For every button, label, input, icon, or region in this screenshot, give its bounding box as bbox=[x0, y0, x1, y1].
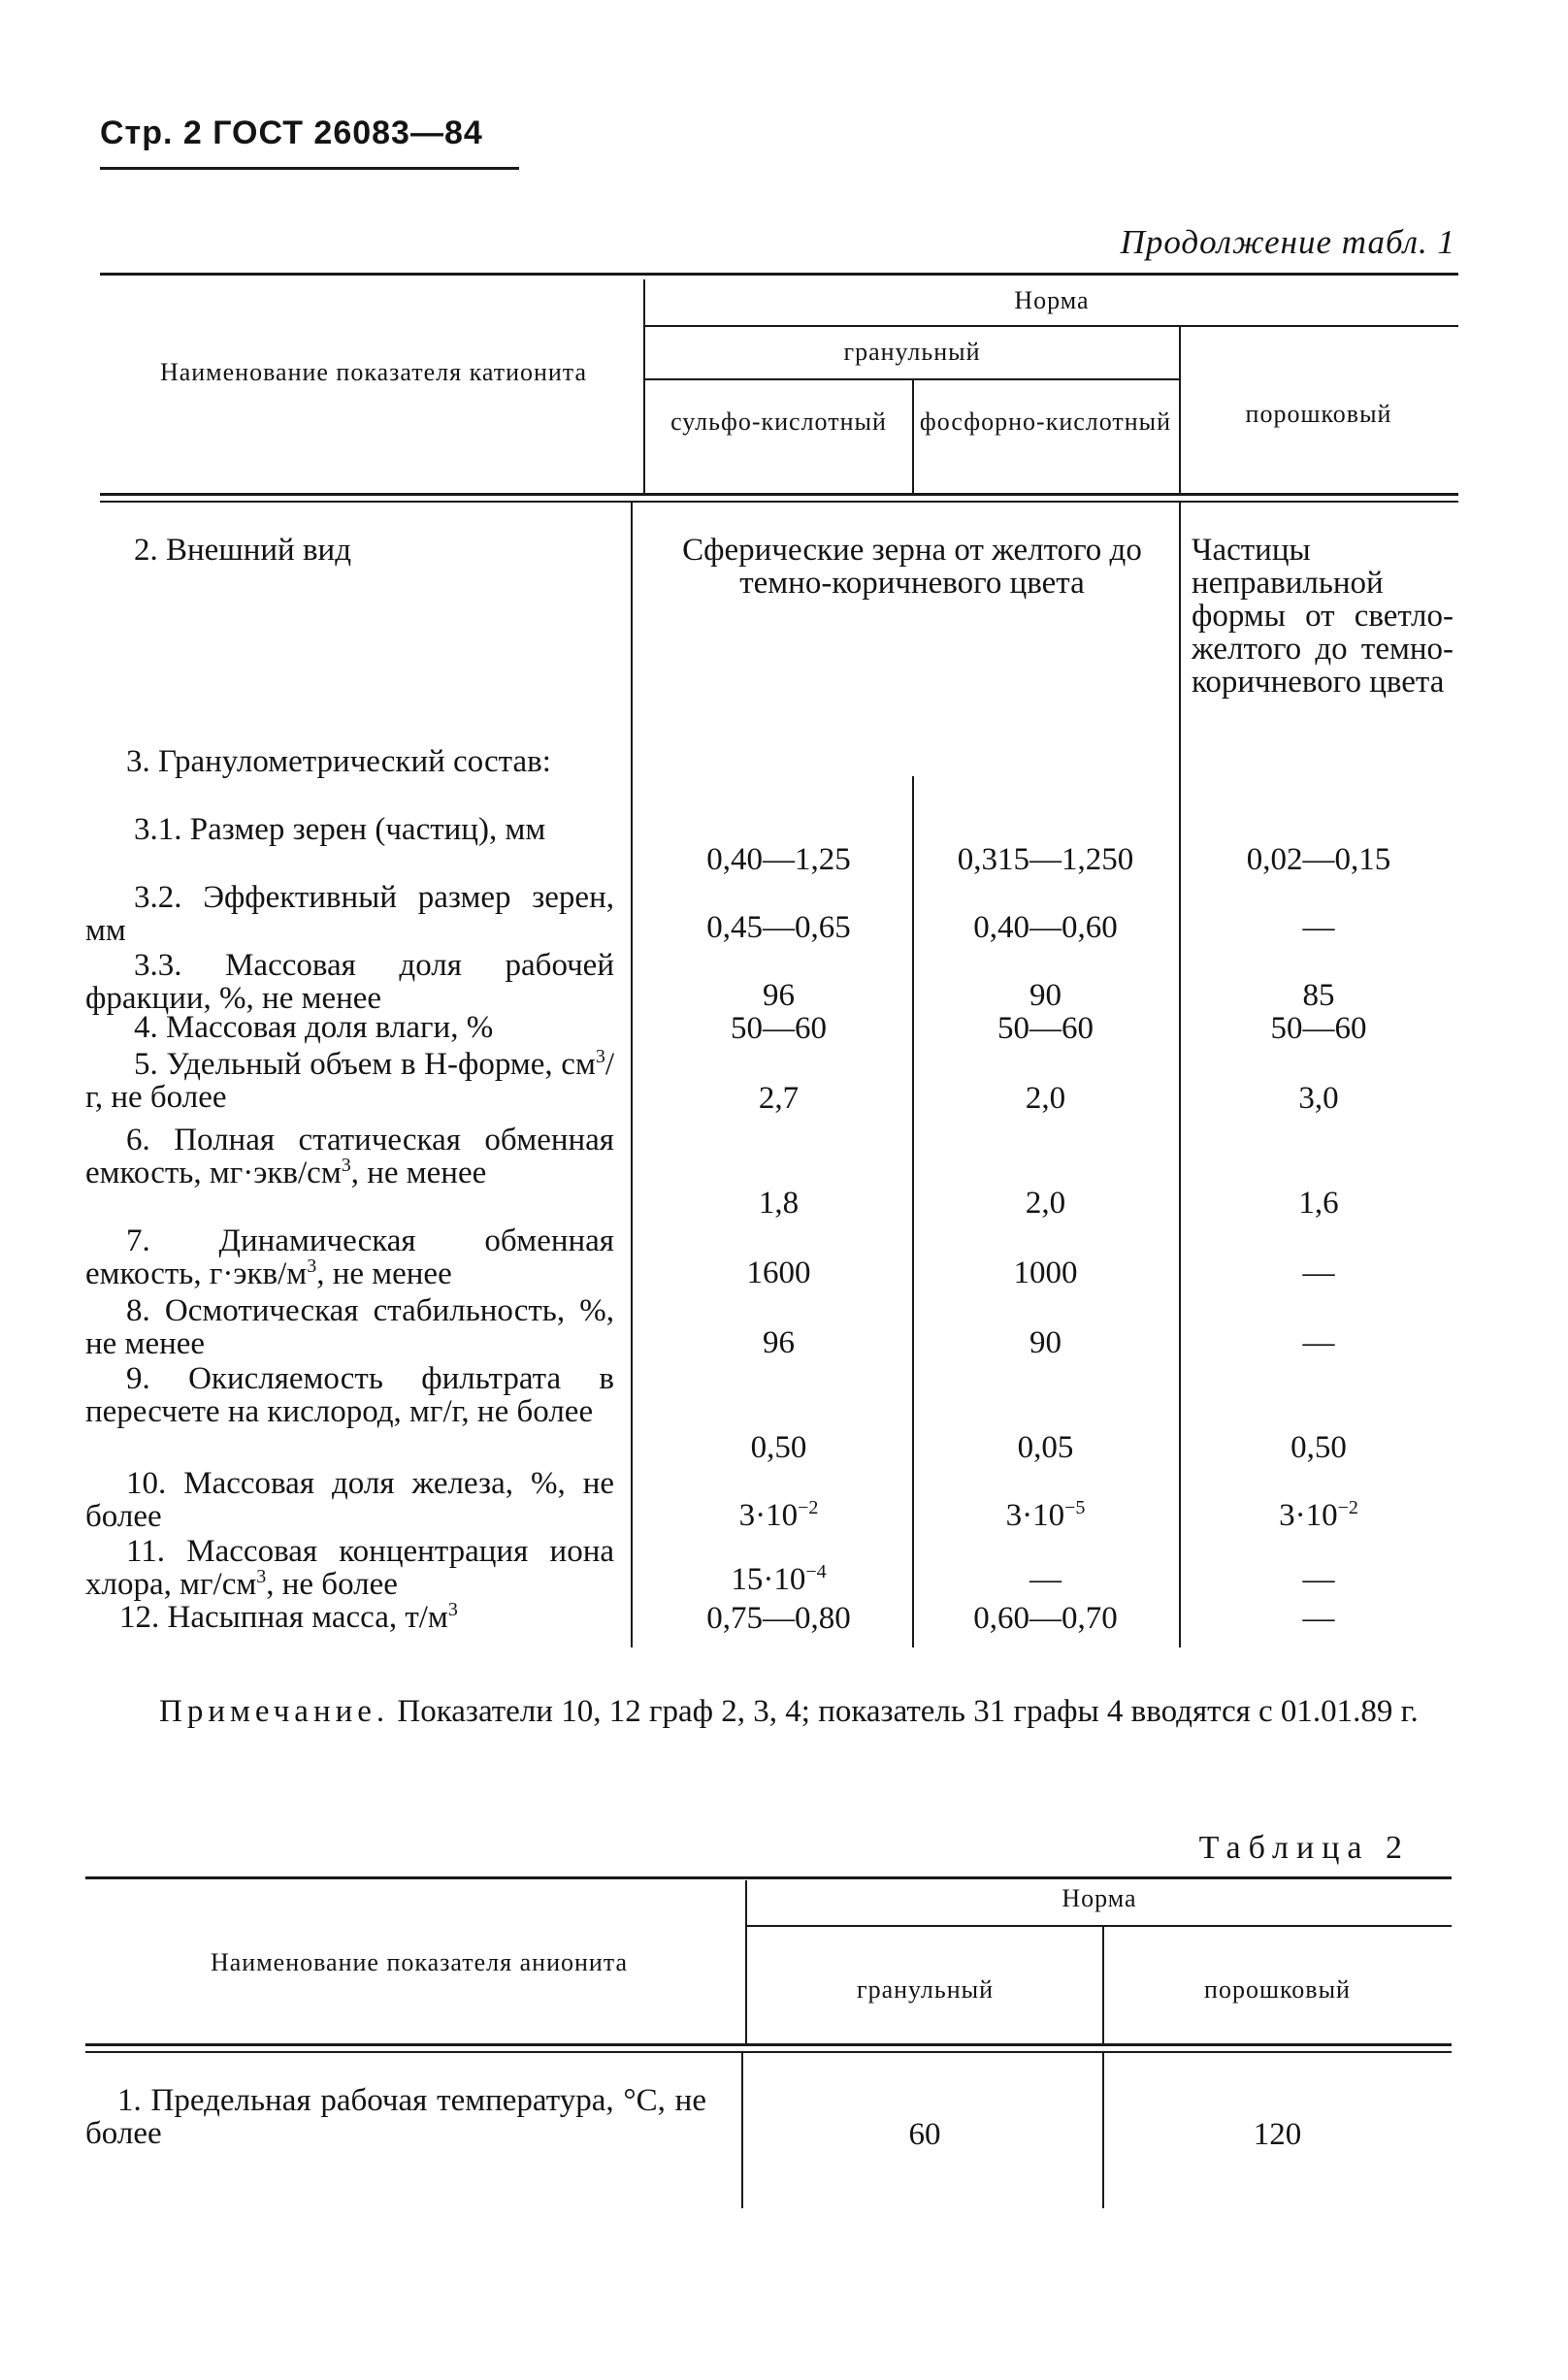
table2-norma-header: Норма bbox=[1062, 1884, 1137, 1912]
table1-row-label: 10. Массовая доля железа, %, не более bbox=[85, 1466, 614, 1534]
table1-powder-appearance: Частицы неправильной формы от светло-желтого до темно-коричневого цвета bbox=[1192, 533, 1454, 700]
table2-col-name-header: Наименование показателя анионита bbox=[210, 1948, 629, 1976]
table1-row-label: 3.1. Размер зерен (частиц), мм bbox=[134, 812, 546, 847]
table1-cell-phospho: 0,315—1,250 bbox=[957, 842, 1134, 877]
table1-cell-phospho: $3\cdot 10^{-5}$ bbox=[1005, 1497, 1086, 1533]
table1-row-label: 4. Массовая доля влаги, % bbox=[134, 1010, 494, 1045]
table1-cell-phospho: 0,40—0,60 bbox=[973, 910, 1118, 945]
header-underline bbox=[100, 167, 519, 170]
table1-cell-powder: 1,6 bbox=[1298, 1186, 1339, 1221]
table1-header-rule-1 bbox=[100, 493, 1458, 496]
table1-cell-powder: $3\cdot 10^{-2}$ bbox=[1279, 1497, 1358, 1533]
table1-cell-sulfo: 96 bbox=[763, 978, 795, 1013]
table1-phospho-header: фосфорно-кислотный bbox=[919, 408, 1172, 436]
table1-cell-phospho: 0,05 bbox=[1017, 1430, 1074, 1465]
table1-row-label: 9. Окисляемость фильтрата в пересчете на кислород, мг/г, не более bbox=[85, 1361, 614, 1429]
table2-body-vline-name bbox=[741, 2053, 743, 2208]
table1-cell-powder: 3,0 bbox=[1298, 1081, 1339, 1116]
table1-cell-phospho: 90 bbox=[1029, 1325, 1062, 1360]
note-paragraph bbox=[85, 1694, 1444, 1729]
table1-granular-appearance: Сферические зерна от желтого до темно-коричневого цвета bbox=[682, 533, 1142, 601]
table1-row-label: 2. Внешний вид bbox=[134, 533, 351, 568]
table1-row-label: 5. Удельный объем в Н-форме, $см^3/г$, не более bbox=[85, 1046, 614, 1115]
table1-header-rule-2 bbox=[100, 501, 1458, 503]
table1-cell-powder: — bbox=[1302, 1325, 1335, 1360]
table1-caption: Продолжение табл. 1 bbox=[1120, 223, 1455, 261]
table1-cell-phospho: 2,0 bbox=[1025, 1081, 1066, 1116]
table2-caption: Таблица 2 bbox=[1198, 1830, 1410, 1866]
table1-cell-sulfo: 1,8 bbox=[758, 1186, 800, 1221]
table1-cell-sulfo: $15\cdot 10^{-4}$ bbox=[731, 1561, 827, 1597]
table1-powder-header: порошковый bbox=[1245, 400, 1392, 428]
note-lead: Примечание. bbox=[159, 1694, 390, 1729]
table1-cell-sulfo: 1600 bbox=[746, 1255, 811, 1290]
table1-cell-powder: 0,02—0,15 bbox=[1246, 842, 1391, 877]
table1-cell-powder: 85 bbox=[1302, 978, 1335, 1013]
table1-body-vline-granular-powder bbox=[1179, 503, 1181, 1647]
table1-cell-phospho: 90 bbox=[1029, 978, 1062, 1013]
table1-sulfo-header: сульфо-кислотный bbox=[670, 408, 887, 436]
table2-top-rule bbox=[85, 1876, 1452, 1879]
table1-col-name-header: Наименование показателя катионита bbox=[159, 358, 588, 386]
table2-cell-granular: 60 bbox=[908, 2117, 941, 2152]
table2-vline-name bbox=[745, 1880, 747, 2043]
table2-granular-header: гранульный bbox=[856, 1975, 995, 2004]
table2-norma-rule bbox=[747, 1925, 1452, 1927]
table2-vline-granular-powder bbox=[1102, 1927, 1104, 2043]
table1-norma-rule bbox=[643, 325, 1458, 327]
table1-vline-granular-powder bbox=[1179, 327, 1181, 493]
table1-cell-sulfo: 2,7 bbox=[758, 1081, 800, 1116]
table1-cell-sulfo: 0,75—0,80 bbox=[706, 1601, 851, 1636]
table1-row-label: 6. Полная статическая обменная емкость, $мг\cdot экв/см^3$, не менее bbox=[85, 1123, 614, 1190]
table1-row-label: 3.2. Эффективный размер зерен, мм bbox=[85, 880, 614, 948]
table1-cell-sulfo: 0,50 bbox=[750, 1430, 807, 1465]
table1-cell-sulfo: 96 bbox=[763, 1325, 795, 1360]
table1-row-label: 11. Массовая концентрация иона хлора, $мг/см^3$, не более bbox=[85, 1534, 614, 1602]
table1-row-label: 8. Осмотическая стабильность, %, не менее bbox=[85, 1293, 614, 1361]
table1-cell-powder: — bbox=[1302, 1601, 1335, 1636]
table1-cell-sulfo: 50—60 bbox=[731, 1011, 827, 1046]
table1-granular-header: гранульный bbox=[843, 338, 981, 366]
table1-top-rule bbox=[100, 273, 1458, 276]
page-header: Стр. 2 ГОСТ 26083—84 bbox=[100, 114, 483, 151]
table1-cell-phospho: 1000 bbox=[1013, 1255, 1078, 1290]
table1-cell-powder: — bbox=[1302, 1562, 1335, 1597]
table1-cell-sulfo: 0,45—0,65 bbox=[706, 910, 851, 945]
table2-header-rule-2 bbox=[85, 2051, 1452, 2053]
table1-row-label: 12. Насыпная масса, $т/м^3$ bbox=[119, 1599, 458, 1635]
table1-cell-powder: 0,50 bbox=[1290, 1430, 1347, 1465]
table2-row-label: 1. Предельная рабочая температура, °С, не более bbox=[85, 2083, 706, 2151]
table1-row-label: 3. Гранулометрический состав: bbox=[126, 744, 551, 779]
table1-cell-phospho: 0,60—0,70 bbox=[973, 1601, 1118, 1636]
table1-cell-powder: 50—60 bbox=[1270, 1011, 1367, 1046]
table2-powder-header: порошковый bbox=[1204, 1975, 1351, 2004]
table1-row-label: 3.3. Массовая доля рабочей фракции, %, не менее bbox=[85, 948, 614, 1016]
table1-vline-name bbox=[643, 279, 645, 493]
table1-vline-sulfo-phospho bbox=[912, 380, 914, 493]
table2-header-rule-1 bbox=[85, 2043, 1452, 2046]
table1-cell-phospho: 50—60 bbox=[997, 1011, 1094, 1046]
table1-cell-powder: — bbox=[1302, 910, 1335, 945]
table1-body-vline-name bbox=[631, 503, 633, 1647]
table1-cell-sulfo: $3\cdot 10^{-2}$ bbox=[738, 1497, 819, 1533]
table1-granular-rule bbox=[643, 378, 1179, 380]
table1-norma-header: Норма bbox=[1014, 286, 1090, 314]
table1-row-label: 7. Динамическая обменная емкость, $г\cdot экв/м^3$, не менее bbox=[85, 1223, 614, 1291]
note-text: Показатели 10, 12 граф 2, 3, 4; показатель 31 графы 4 вводятся с 01.01.89 г. bbox=[397, 1694, 1419, 1729]
table1-cell-phospho: 2,0 bbox=[1025, 1186, 1066, 1221]
table1-cell-phospho: — bbox=[1029, 1562, 1062, 1597]
table1-cell-powder: — bbox=[1302, 1255, 1335, 1290]
table1-cell-sulfo: 0,40—1,25 bbox=[706, 842, 851, 877]
table2-cell-powder: 120 bbox=[1253, 2117, 1302, 2152]
